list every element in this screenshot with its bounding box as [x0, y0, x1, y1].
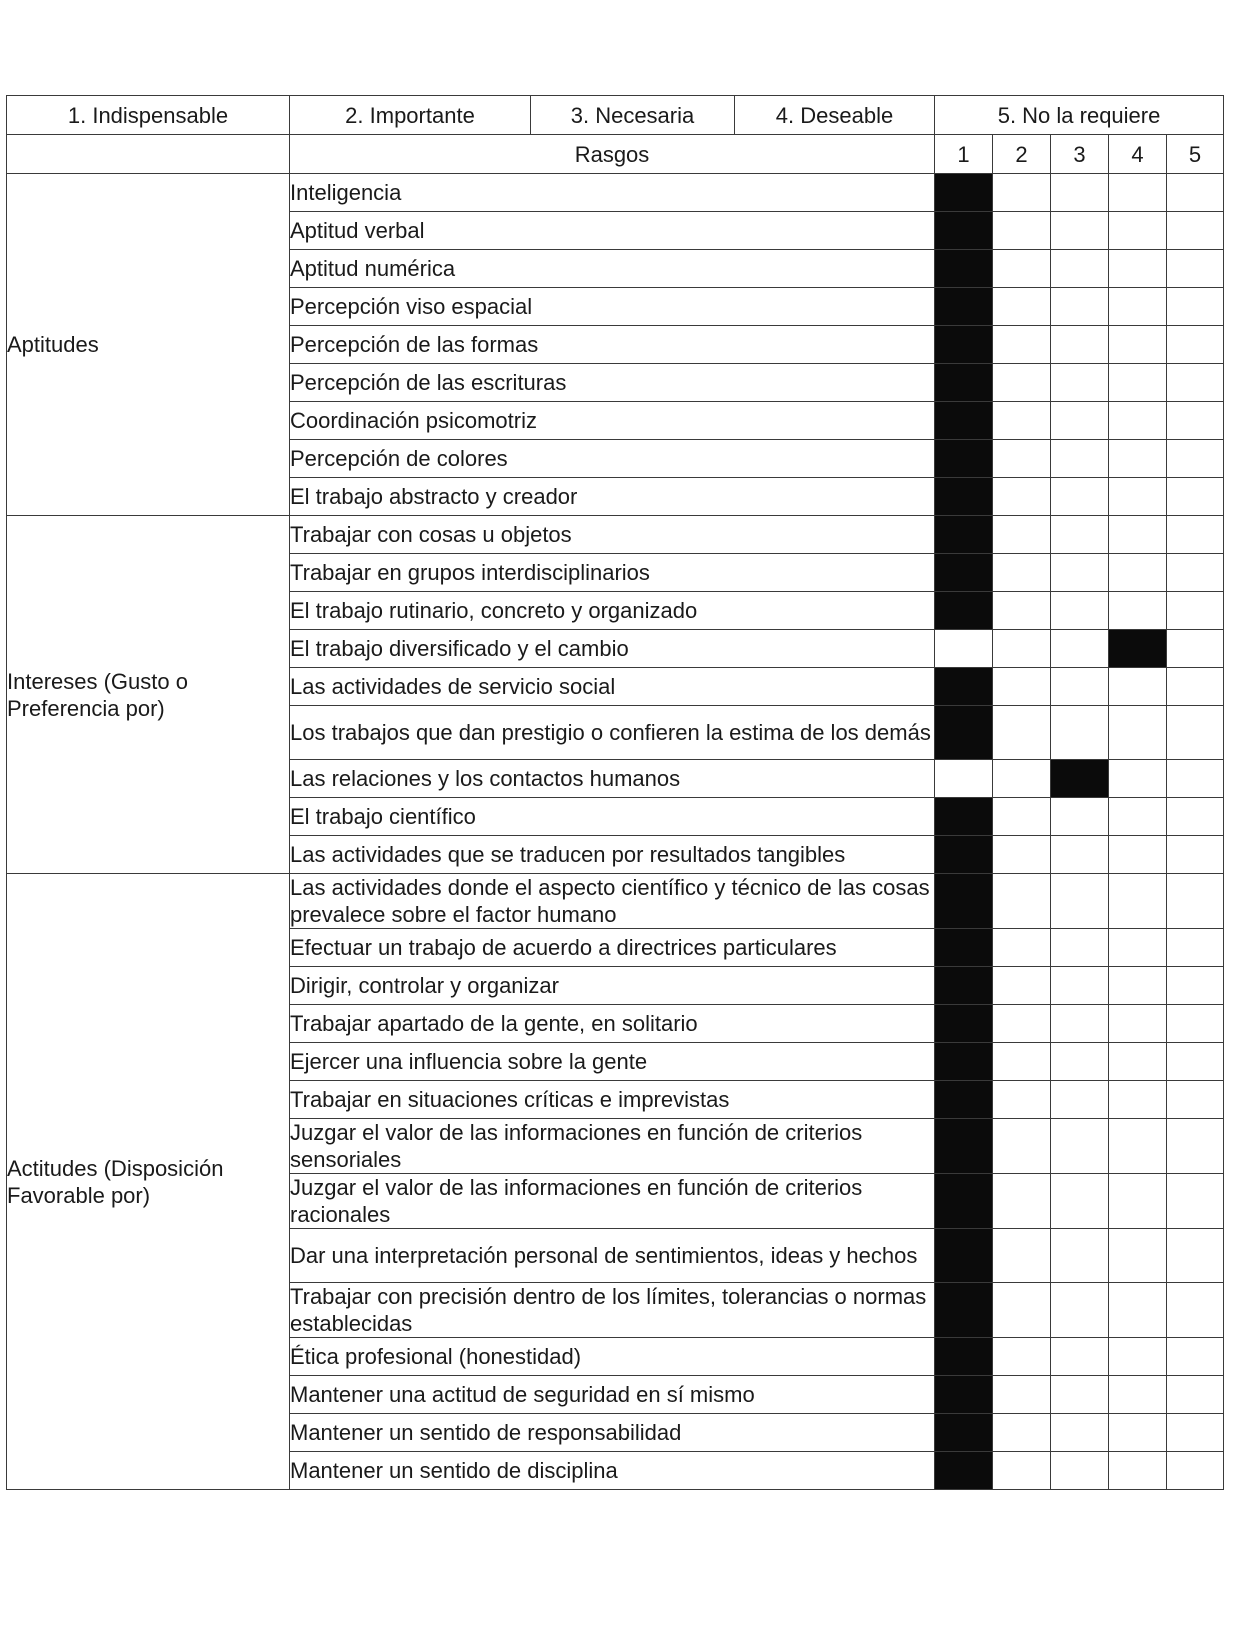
rating-cell: [1167, 554, 1224, 592]
rating-cell: [1051, 554, 1109, 592]
rating-cell: [1167, 798, 1224, 836]
rating-cell: [1109, 440, 1167, 478]
rating-cell: [1109, 668, 1167, 706]
rating-mark-filled: [935, 554, 993, 592]
rating-cell: [1109, 1283, 1167, 1338]
rating-cell: [1051, 1338, 1109, 1376]
rating-cell: [993, 1229, 1051, 1283]
rating-mark-filled: [935, 1174, 993, 1229]
rating-cell: [993, 1414, 1051, 1452]
rating-mark-filled: [935, 212, 993, 250]
trait-label: Aptitud verbal: [290, 212, 935, 250]
rating-cell: [1167, 836, 1224, 874]
rating-cell: [1167, 1043, 1224, 1081]
rating-cell: [993, 288, 1051, 326]
legend-no-la-requiere: 5. No la requiere: [935, 96, 1224, 135]
header-rasgos: Rasgos: [290, 135, 935, 174]
rating-cell: [993, 1338, 1051, 1376]
rating-mark-filled: [935, 706, 993, 760]
rating-cell: [1109, 706, 1167, 760]
rating-cell: [1167, 760, 1224, 798]
rating-cell: [1109, 478, 1167, 516]
table-body: [7, 174, 1224, 1490]
rating-cell: [1167, 1005, 1224, 1043]
trait-label: Aptitud numérica: [290, 250, 935, 288]
legend-importante: 2. Importante: [290, 96, 531, 135]
trait-label: El trabajo científico: [290, 798, 935, 836]
rating-cell: [1167, 516, 1224, 554]
rating-cell: [993, 250, 1051, 288]
rating-cell: [993, 1174, 1051, 1229]
rating-cell: [1167, 1452, 1224, 1490]
rating-cell: [1051, 326, 1109, 364]
rating-cell: [993, 364, 1051, 402]
rating-cell: [1109, 1119, 1167, 1174]
rating-cell: [1167, 326, 1224, 364]
trait-label: Los trabajos que dan prestigio o confieren la estima de los demás: [290, 706, 935, 760]
rating-cell: [1167, 212, 1224, 250]
rating-cell: [1051, 836, 1109, 874]
rating-cell: [1109, 1229, 1167, 1283]
category-label: Intereses (Gusto o Preferencia por): [7, 516, 290, 874]
rating-cell: [1051, 929, 1109, 967]
trait-rating-table: [6, 95, 1224, 1490]
rating-mark-filled: [935, 1414, 993, 1452]
rating-cell: [993, 1452, 1051, 1490]
rating-cell: [993, 516, 1051, 554]
rating-cell: [935, 760, 993, 798]
rating-mark-filled: [935, 1043, 993, 1081]
rating-cell: [1167, 668, 1224, 706]
rating-cell: [1167, 174, 1224, 212]
rating-cell: [1051, 798, 1109, 836]
rating-cell: [1167, 929, 1224, 967]
rating-cell: [1167, 967, 1224, 1005]
rating-cell: [1051, 1005, 1109, 1043]
rating-cell: [1051, 212, 1109, 250]
rating-cell: [1051, 440, 1109, 478]
rating-cell: [993, 1005, 1051, 1043]
rating-cell: [1167, 630, 1224, 668]
trait-label: Las actividades donde el aspecto científico y técnico de las cosas prevalece sobre el factor humano: [290, 874, 935, 929]
rating-mark-filled: [935, 440, 993, 478]
rating-cell: [993, 798, 1051, 836]
rating-cell: [1109, 1414, 1167, 1452]
trait-label: Percepción viso espacial: [290, 288, 935, 326]
rating-cell: [1051, 288, 1109, 326]
rating-cell: [993, 967, 1051, 1005]
rating-cell: [1051, 478, 1109, 516]
rating-mark-filled: [935, 798, 993, 836]
rating-mark-filled: [935, 1338, 993, 1376]
rating-cell: [1051, 364, 1109, 402]
rating-cell: [1167, 250, 1224, 288]
trait-label: El trabajo abstracto y creador: [290, 478, 935, 516]
rating-cell: [993, 706, 1051, 760]
header-row: [7, 135, 1224, 174]
header-level-4: 4: [1109, 135, 1167, 174]
rating-cell: [1109, 364, 1167, 402]
trait-label: Efectuar un trabajo de acuerdo a directrices particulares: [290, 929, 935, 967]
trait-label: Percepción de las formas: [290, 326, 935, 364]
rating-cell: [1109, 874, 1167, 929]
rating-cell: [1109, 516, 1167, 554]
rating-cell: [1109, 836, 1167, 874]
header-level-5: 5: [1167, 135, 1224, 174]
rating-mark-filled: [1109, 630, 1167, 668]
rating-cell: [1167, 364, 1224, 402]
rating-cell: [1051, 1174, 1109, 1229]
trait-label: Ejercer una influencia sobre la gente: [290, 1043, 935, 1081]
rating-cell: [1167, 1414, 1224, 1452]
rating-mark-filled: [935, 174, 993, 212]
trait-label: Dar una interpretación personal de sentimientos, ideas y hechos: [290, 1229, 935, 1283]
rating-cell: [1109, 402, 1167, 440]
rating-mark-filled: [935, 364, 993, 402]
legend-indispensable: 1. Indispensable: [7, 96, 290, 135]
trait-label: Juzgar el valor de las informaciones en función de criterios sensoriales: [290, 1119, 935, 1174]
rating-cell: [993, 630, 1051, 668]
rating-cell: [993, 668, 1051, 706]
rating-cell: [1109, 1452, 1167, 1490]
trait-label: Las actividades de servicio social: [290, 668, 935, 706]
legend-row: [7, 96, 1224, 135]
rating-cell: [1109, 288, 1167, 326]
table-row: [7, 874, 1224, 929]
rating-mark-filled: [935, 967, 993, 1005]
rating-cell: [1051, 630, 1109, 668]
rating-cell: [1051, 668, 1109, 706]
rating-cell: [1109, 967, 1167, 1005]
rating-cell: [1109, 1043, 1167, 1081]
table-row: [7, 174, 1224, 212]
rating-cell: [993, 554, 1051, 592]
trait-label: Dirigir, controlar y organizar: [290, 967, 935, 1005]
rating-cell: [1051, 250, 1109, 288]
rating-cell: [993, 174, 1051, 212]
rating-cell: [1167, 288, 1224, 326]
rating-cell: [1051, 174, 1109, 212]
rating-cell: [993, 592, 1051, 630]
trait-label: Las actividades que se traducen por resultados tangibles: [290, 836, 935, 874]
rating-cell: [935, 630, 993, 668]
rating-cell: [1109, 554, 1167, 592]
trait-label: Percepción de colores: [290, 440, 935, 478]
rating-mark-filled: [935, 929, 993, 967]
rating-cell: [1109, 1338, 1167, 1376]
trait-label: Mantener un sentido de responsabilidad: [290, 1414, 935, 1452]
trait-label: Coordinación psicomotriz: [290, 402, 935, 440]
trait-label: Inteligencia: [290, 174, 935, 212]
rating-mark-filled: [1051, 760, 1109, 798]
rating-cell: [1109, 250, 1167, 288]
header-level-1: 1: [935, 135, 993, 174]
rating-cell: [1109, 1005, 1167, 1043]
rating-cell: [1109, 1081, 1167, 1119]
rating-cell: [1051, 706, 1109, 760]
table-row: [7, 516, 1224, 554]
rating-cell: [993, 478, 1051, 516]
rating-cell: [1167, 706, 1224, 760]
rating-cell: [1109, 1174, 1167, 1229]
rating-cell: [1167, 402, 1224, 440]
rating-mark-filled: [935, 288, 993, 326]
rating-mark-filled: [935, 1081, 993, 1119]
trait-label: Mantener una actitud de seguridad en sí mismo: [290, 1376, 935, 1414]
rating-cell: [993, 836, 1051, 874]
rating-cell: [993, 929, 1051, 967]
rating-cell: [1167, 1283, 1224, 1338]
rating-mark-filled: [935, 250, 993, 288]
rating-cell: [1051, 1283, 1109, 1338]
rating-mark-filled: [935, 326, 993, 364]
rating-cell: [1051, 402, 1109, 440]
header-level-2: 2: [993, 135, 1051, 174]
rating-cell: [1109, 760, 1167, 798]
trait-label: Trabajar con precisión dentro de los límites, tolerancias o normas establecidas: [290, 1283, 935, 1338]
header-blank: [7, 135, 290, 174]
rating-cell: [1167, 478, 1224, 516]
header-level-3: 3: [1051, 135, 1109, 174]
rating-cell: [1051, 967, 1109, 1005]
trait-label: Percepción de las escrituras: [290, 364, 935, 402]
rating-cell: [1167, 874, 1224, 929]
rating-mark-filled: [935, 1005, 993, 1043]
rating-cell: [1051, 874, 1109, 929]
rating-cell: [993, 1376, 1051, 1414]
rating-mark-filled: [935, 1376, 993, 1414]
rating-cell: [1109, 174, 1167, 212]
rating-cell: [1051, 1119, 1109, 1174]
rating-mark-filled: [935, 1229, 993, 1283]
rating-cell: [1051, 1081, 1109, 1119]
trait-label: Juzgar el valor de las informaciones en función de criterios racionales: [290, 1174, 935, 1229]
rating-mark-filled: [935, 516, 993, 554]
rating-cell: [1051, 592, 1109, 630]
category-label: Actitudes (Disposición Favorable por): [7, 874, 290, 1490]
trait-label: Trabajar en grupos interdisciplinarios: [290, 554, 935, 592]
rating-cell: [1167, 1338, 1224, 1376]
rating-cell: [1051, 1043, 1109, 1081]
rating-cell: [993, 874, 1051, 929]
trait-label: Ética profesional (honestidad): [290, 1338, 935, 1376]
trait-label: El trabajo rutinario, concreto y organizado: [290, 592, 935, 630]
rating-cell: [993, 440, 1051, 478]
rating-cell: [1109, 212, 1167, 250]
category-label: Aptitudes: [7, 174, 290, 516]
rating-cell: [993, 1043, 1051, 1081]
rating-mark-filled: [935, 874, 993, 929]
rating-mark-filled: [935, 592, 993, 630]
rating-cell: [1167, 592, 1224, 630]
rating-cell: [1051, 1414, 1109, 1452]
rating-cell: [1167, 1229, 1224, 1283]
rating-cell: [1051, 1376, 1109, 1414]
rating-cell: [1109, 592, 1167, 630]
rating-cell: [1167, 440, 1224, 478]
rating-cell: [993, 1081, 1051, 1119]
rating-mark-filled: [935, 1119, 993, 1174]
rating-mark-filled: [935, 402, 993, 440]
rating-cell: [993, 326, 1051, 364]
rating-mark-filled: [935, 478, 993, 516]
trait-label: Trabajar en situaciones críticas e imprevistas: [290, 1081, 935, 1119]
rating-cell: [1051, 516, 1109, 554]
rating-cell: [1051, 1452, 1109, 1490]
rating-mark-filled: [935, 668, 993, 706]
rating-cell: [1167, 1174, 1224, 1229]
rating-cell: [993, 1119, 1051, 1174]
trait-label: El trabajo diversificado y el cambio: [290, 630, 935, 668]
rating-mark-filled: [935, 1283, 993, 1338]
trait-label: Las relaciones y los contactos humanos: [290, 760, 935, 798]
rating-cell: [1167, 1119, 1224, 1174]
rating-cell: [1109, 798, 1167, 836]
rating-cell: [1167, 1376, 1224, 1414]
rating-cell: [1051, 1229, 1109, 1283]
rating-cell: [993, 212, 1051, 250]
trait-label: Trabajar con cosas u objetos: [290, 516, 935, 554]
rating-cell: [1109, 929, 1167, 967]
rating-cell: [993, 1283, 1051, 1338]
trait-label: Trabajar apartado de la gente, en solitario: [290, 1005, 935, 1043]
rating-mark-filled: [935, 1452, 993, 1490]
rating-cell: [993, 402, 1051, 440]
trait-label: Mantener un sentido de disciplina: [290, 1452, 935, 1490]
rating-cell: [1109, 1376, 1167, 1414]
rating-mark-filled: [935, 836, 993, 874]
legend-deseable: 4. Deseable: [735, 96, 935, 135]
rating-cell: [993, 760, 1051, 798]
legend-necesaria: 3. Necesaria: [531, 96, 735, 135]
rating-cell: [1167, 1081, 1224, 1119]
rating-cell: [1109, 326, 1167, 364]
